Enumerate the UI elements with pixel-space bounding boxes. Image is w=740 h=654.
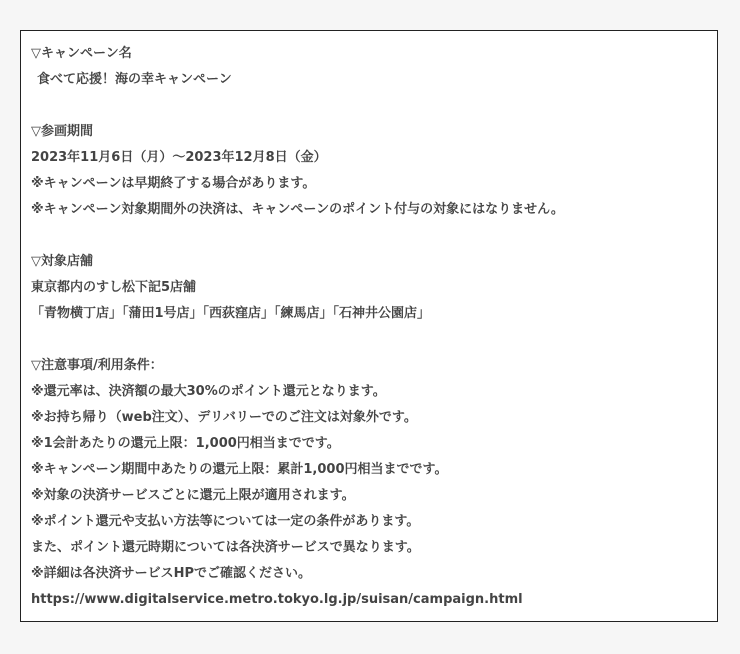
campaign-notice-box — [20, 30, 718, 622]
spacer — [31, 93, 717, 119]
terms-item: ※還元率は、決済額の最大30%のポイント還元となります。 — [31, 384, 386, 399]
period-note-early-end: ※キャンペーンは早期終了する場合があります。 — [31, 176, 316, 191]
spacer — [31, 327, 717, 353]
top-band — [0, 0, 740, 30]
campaign-url-link[interactable]: https://www.digitalservice.metro.tokyo.lg.jp/suisan/campaign.html — [31, 592, 523, 607]
stores-list: 「青物横丁店」「蒲田1号店」「西荻窪店」「練馬店」「石神井公園店」 — [31, 306, 431, 321]
terms-item: ※キャンペーン期間中あたりの還元上限：累計1,000円相当までです。 — [31, 462, 448, 477]
terms-item: また、ポイント還元時期については各決済サービスで異なります。 — [31, 540, 420, 555]
terms-heading: ▽注意事項/利用条件： — [31, 358, 163, 373]
campaign-name: 食べて応援！海の幸キャンペーン — [37, 72, 232, 87]
spacer — [31, 223, 717, 249]
period-dates: 2023年11月6日（月）〜2023年12月8日（金） — [31, 150, 327, 165]
period-heading: ▽参画期間 — [31, 124, 93, 139]
stores-summary: 東京都内のすし松下記5店舗 — [31, 280, 197, 295]
campaign-url-line — [31, 587, 717, 613]
terms-item: ※詳細は各決済サービスHPでご確認ください。 — [31, 566, 312, 581]
stores-heading: ▽対象店舗 — [31, 254, 93, 269]
terms-item: ※お持ち帰り（web注文）、デリバリーでのご注文は対象外です。 — [31, 410, 417, 425]
terms-item: ※1会計あたりの還元上限：1,000円相当までです。 — [31, 436, 340, 451]
terms-item: ※対象の決済サービスごとに還元上限が適用されます。 — [31, 488, 355, 503]
terms-item: ※ポイント還元や支払い方法等については一定の条件があります。 — [31, 514, 420, 529]
period-note-out-of-period: ※キャンペーン対象期間外の決済は、キャンペーンのポイント付与の対象にはなりません。 — [31, 202, 564, 217]
campaign-name-heading: ▽キャンペーン名 — [31, 46, 132, 61]
